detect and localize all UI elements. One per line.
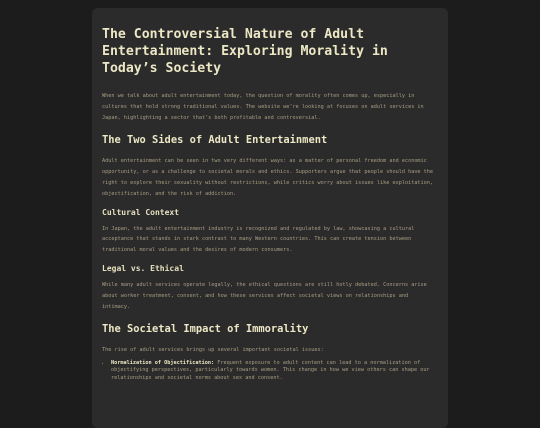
subheading-legal-vs-ethical: Legal vs. Ethical [102, 263, 184, 273]
cultural-context-paragraph: In Japan, the adult entertainment industry is recognized and regulated by law, showcasing a cultural acceptance that stands in stark contrast to many Western countries. This can create tension between traditional moral values and the desires of modern consumers. [102, 225, 415, 254]
list-item-text: Frequent exposure to adult content can lead to a normalization of objectifying perspectives, particularly towards women. This change in how we view others can shape our relationships and societal norms about sex and consent. [111, 360, 430, 381]
list-item-term: Normalization of Objectification: [111, 360, 215, 367]
impact-list [102, 360, 438, 382]
subheading-cultural-context: Cultural Context [102, 207, 180, 217]
intro-paragraph: When we talk about adult entertainment today, the question of morality often comes up, especially in cultures that hold strong traditional values. The website we’re looking at focuses on adult services in Japan, highlighting a sector that’s both profitable and controversial. [102, 93, 424, 121]
article-card [92, 8, 448, 428]
societal-impact-paragraph: The rise of adult services brings up several important societal issues: [102, 347, 324, 354]
legal-ethical-paragraph: While many adult services operate legally, the ethical questions are still hotly debated. Concerns arise about worker treatment, consent, and how these services affect societal views on relationships and intimacy. [102, 281, 427, 310]
section-heading-two-sides: The Two Sides of Adult Entertainment [102, 134, 328, 147]
section-heading-societal-impact: The Societal Impact of Immorality [102, 323, 309, 336]
list-item [111, 360, 438, 382]
article-title: The Controversial Nature of Adult Entertainment: Exploring Morality in Today’s Society [102, 27, 388, 76]
two-sides-paragraph: Adult entertainment can be seen in two very different ways: as a matter of personal freedom and economic opportunity, or as a challenge to societal morals and ethics. Supporters argue that people should have the right to explore their sexuality without restrictions, while critics worry about issues like exploitation, objectification, and the risk of addiction. [102, 158, 434, 197]
